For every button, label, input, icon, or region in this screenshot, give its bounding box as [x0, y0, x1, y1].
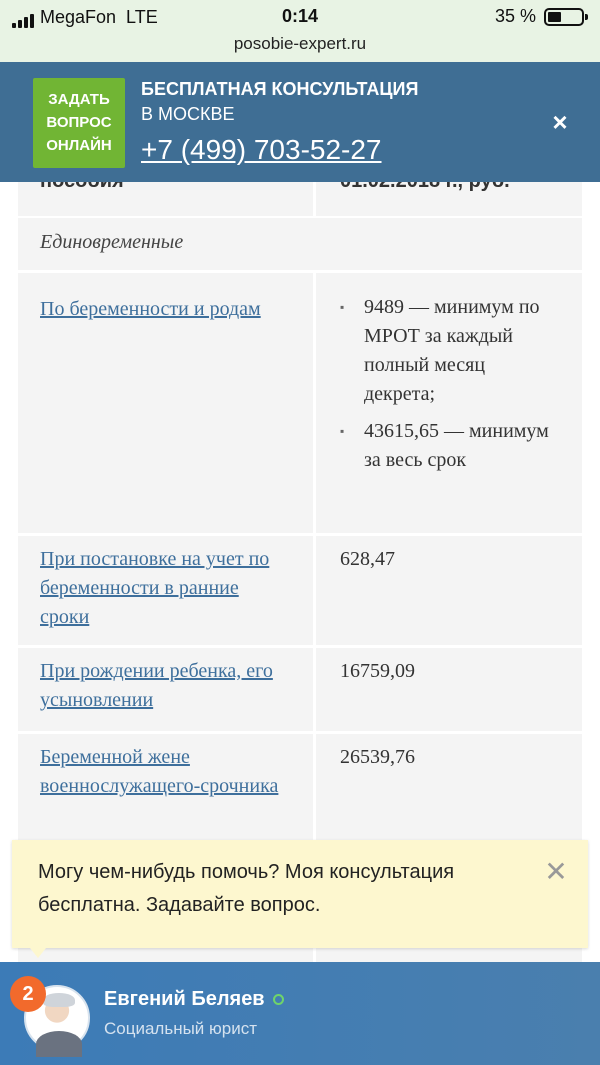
chat-bubble-tail — [30, 948, 46, 958]
value-list — [340, 293, 560, 475]
list-item: ▪ 43615,65 — минимум за весь срок — [340, 417, 560, 475]
benefit-link-maternity[interactable]: По беременности и родам — [40, 298, 261, 320]
benefit-amount: 16759,09 — [340, 660, 415, 682]
table-row — [18, 734, 313, 844]
benefit-link-military-wife[interactable]: Беременной жене военнослужащего-срочника — [40, 746, 279, 797]
benefit-link-early-registration[interactable]: При постановке на учет по беременности в ранние сроки — [40, 548, 270, 628]
chat-popup — [12, 840, 588, 948]
chat-close-icon[interactable]: ✕ — [544, 856, 568, 887]
avatar-shirt — [36, 1031, 82, 1057]
consultant-name-row[interactable] — [104, 988, 284, 1011]
consultant-role: Социальный юрист — [104, 1019, 258, 1038]
carrier-name: MegaFon — [40, 7, 117, 27]
banner-phone-link[interactable]: +7 (499) 703-52-27 — [141, 134, 382, 165]
battery-percent: 35 % — [494, 6, 536, 26]
table-row-value — [316, 536, 582, 645]
table-header-right-cell — [316, 182, 582, 216]
table-row — [18, 648, 313, 731]
consultant-bar[interactable] — [0, 962, 600, 1065]
table-row — [18, 536, 313, 645]
battery-info — [495, 6, 584, 27]
online-status-icon — [273, 994, 284, 1005]
banner-subtitle: В МОСКВЕ — [141, 104, 235, 124]
table-header-left-cell — [18, 182, 313, 216]
ask-question-online-button[interactable] — [33, 78, 125, 168]
table-row-value — [316, 648, 582, 731]
avatar-hair — [43, 993, 75, 1007]
section-label: Единовременные — [40, 231, 184, 253]
status-bar — [0, 0, 600, 62]
table-row — [18, 273, 313, 533]
table-row-value — [316, 734, 582, 844]
list-item: ▪ 9489 — минимум по МРОТ за каждый полный месяц декрета; — [340, 293, 560, 409]
benefit-amount: 628,47 — [340, 548, 395, 570]
ask-button-line: ЗАДАТЬ — [48, 91, 110, 108]
section-row-one-time — [18, 218, 582, 270]
consultant-name: Евгений Беляев — [104, 988, 265, 1010]
benefit-amount: 26539,76 — [340, 746, 415, 768]
unread-count-badge: 2 — [10, 976, 46, 1012]
benefit-link-birth[interactable]: При рождении ребенка, его усыновлении — [40, 660, 273, 711]
ask-button-line: ВОПРОС — [46, 114, 112, 131]
battery-icon — [544, 8, 584, 26]
chat-message: Могу чем-нибудь помочь? Моя консультация бесплатна. Задавайте вопрос. — [38, 861, 455, 916]
ask-button-line: ОНЛАЙН — [46, 137, 112, 154]
table-row-value — [316, 273, 582, 533]
network-type: LTE — [126, 7, 158, 27]
battery-level — [548, 12, 561, 22]
clock: 0:14 — [281, 6, 319, 26]
address-bar-url[interactable]: posobie-expert.ru — [233, 34, 367, 53]
banner-close-icon[interactable]: × — [552, 107, 568, 137]
banner-title: БЕСПЛАТНАЯ КОНСУЛЬТАЦИЯ — [141, 79, 419, 99]
